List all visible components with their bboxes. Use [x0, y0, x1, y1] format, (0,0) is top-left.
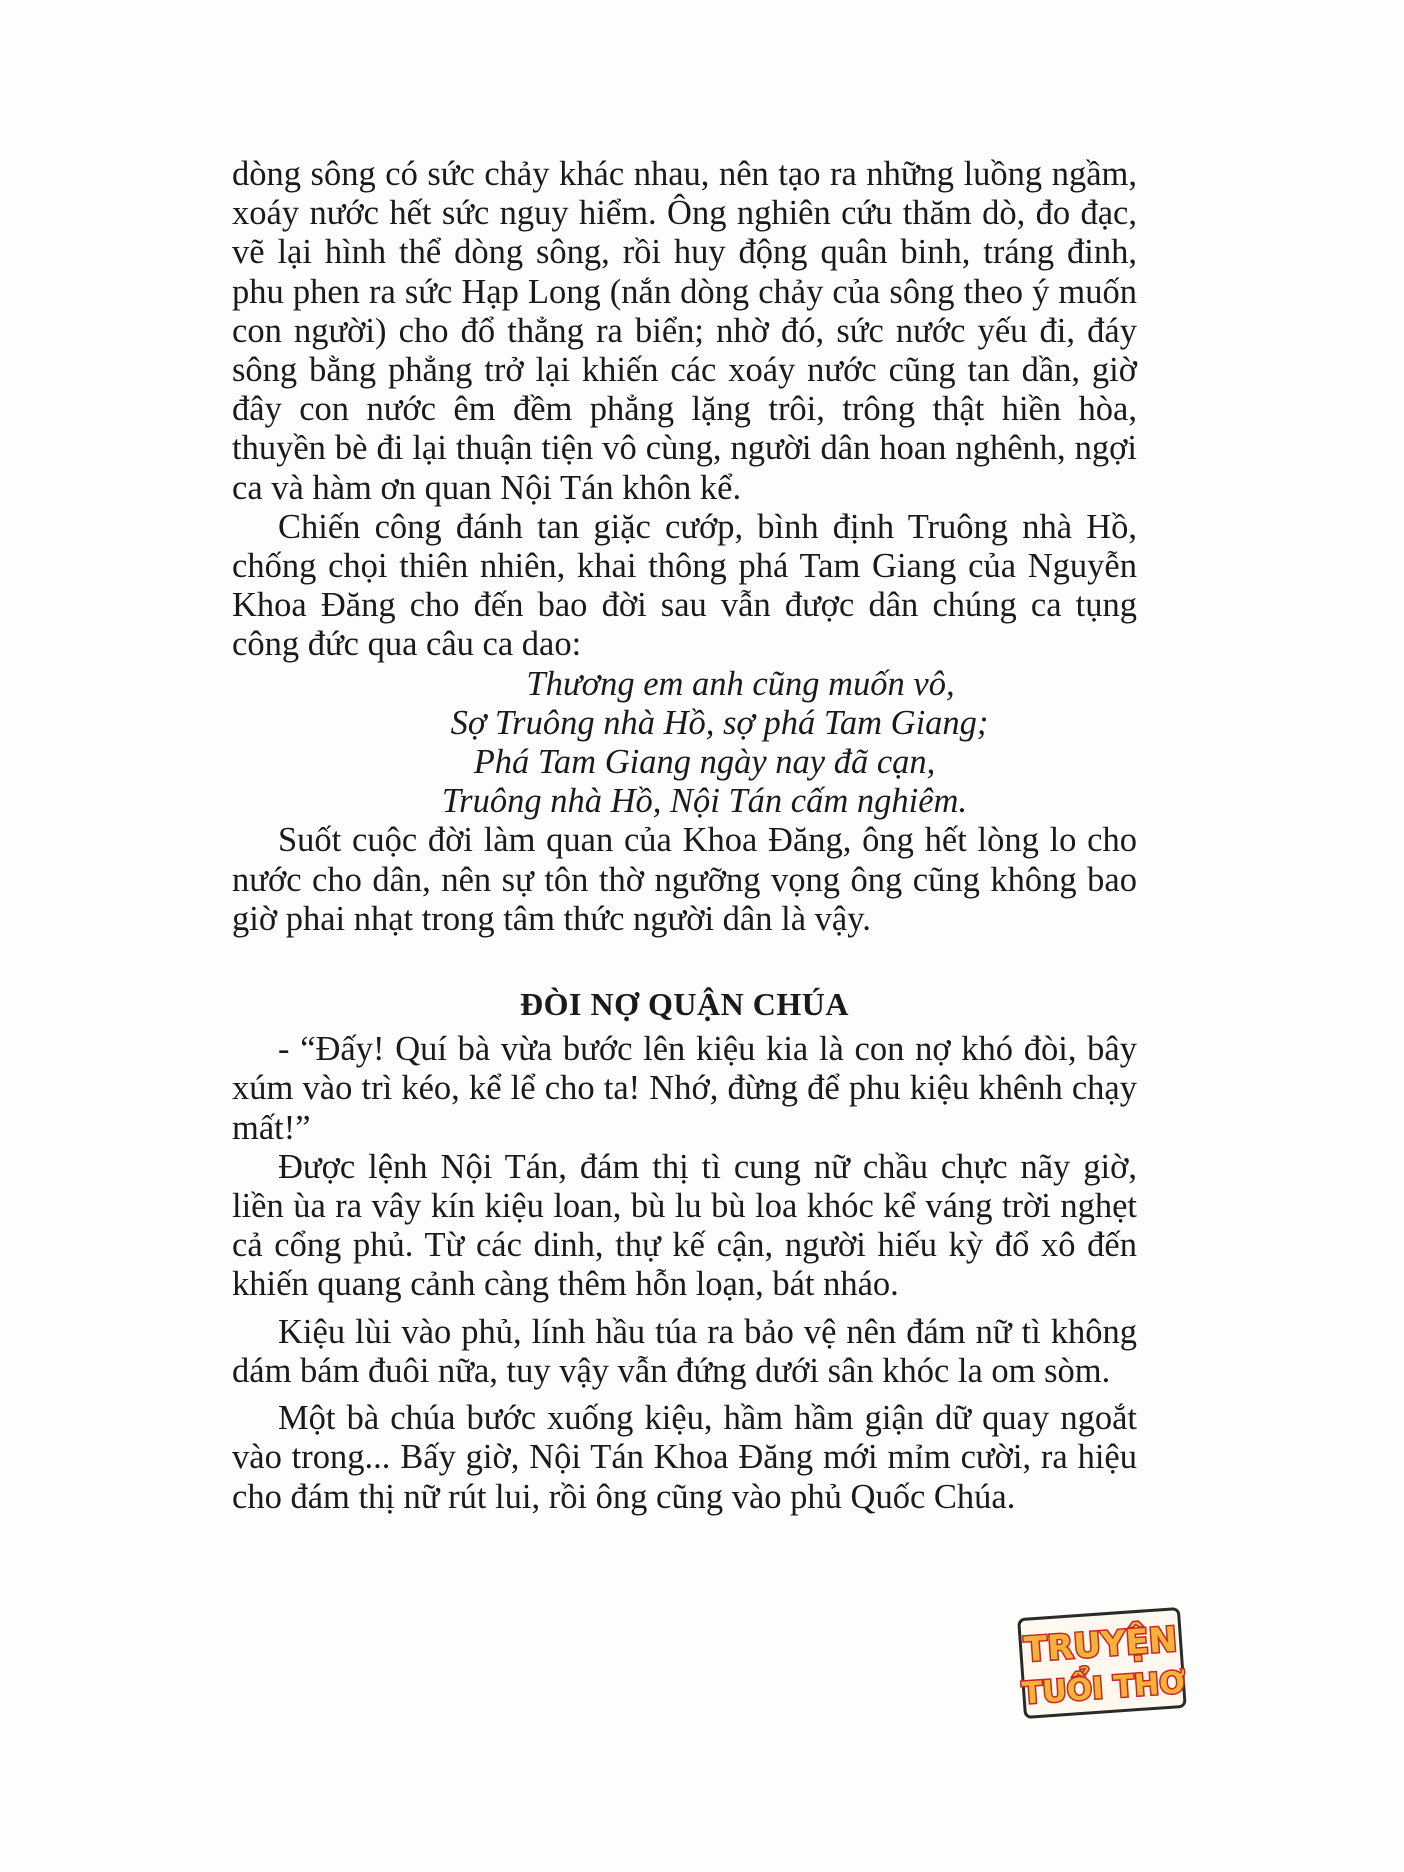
poem-line-4: Truông nhà Hồ, Nội Tán cấm nghiêm. — [441, 782, 968, 821]
body-text — [232, 155, 1137, 1517]
logo-text-line-2: TUỔI THƠ — [1020, 1665, 1187, 1712]
poem-line-2: Sợ Truông nhà Hồ, sợ phá Tam Giang; — [450, 703, 989, 742]
poem-line-1: Thương em anh cũng muốn vô, — [526, 664, 955, 703]
section-title: ĐÒI NỢ QUẬN CHÚA — [520, 986, 849, 1023]
poem-ca-dao — [232, 665, 1137, 822]
paragraph-dialogue: - “Đấy! Quí bà vừa bước lên kiệu kia là con nợ khó đòi, bây xúm vào trì kéo, kể lể cho ta! Nhớ, đừng để phu kiệu khênh chạy mất!” — [232, 1030, 1137, 1147]
paragraph-duoc-lenh: Được lệnh Nội Tán, đám thị tì cung nữ chầu chực nãy giờ, liền ùa ra vây kín kiệu loan, bù lu bù loa khóc kể váng trời nghẹt cả cổng phủ. Từ các dinh, thự kế cận, người hiếu kỳ đổ xô đến khiến quang cảnh càng thêm hỗn loạn, bát nháo. — [232, 1147, 1137, 1304]
paragraph-kieu-lui: Kiệu lùi vào phủ, lính hầu túa ra bảo vệ nên đám nữ tì không dám bám đuôi nữa, tuy vậy vẫn đứng dưới sân khóc la om sòm. — [232, 1312, 1137, 1390]
poem-line-3: Phá Tam Giang ngày nay đã cạn, — [473, 743, 936, 782]
paragraph-chien-cong: Chiến công đánh tan giặc cướp, bình định Truông nhà Hồ, chống chọi thiên nhiên, khai thông phá Tam Giang của Nguyễn Khoa Đăng cho đến bao đời sau vẫn được dân chúng ca tụng công đức qua câu ca dao: — [232, 507, 1137, 664]
truyen-tuoi-tho-logo — [1014, 1606, 1190, 1722]
paragraph-continued: dòng sông có sức chảy khác nhau, nên tạo ra những luồng ngầm, xoáy nước hết sức nguy hiểm. Ông nghiên cứu thăm dò, đo đạc, vẽ lại hình thể dòng sông, rồi huy động quân binh, tráng đinh, phu phen ra sức Hạp Long (nắn dòng chảy của sông theo ý muốn con người) cho đổ thẳng ra biển; nhờ đó, sức nước yếu đi, đáy sông bằng phẳng trở lại khiến các xoáy nước cũng tan dần, giờ đây con nước êm đềm phẳng lặng trôi, trông thật hiền hòa, thuyền bè đi lại thuận tiện vô cùng, người dân hoan nghênh, ngợi ca và hàm ơn quan Nội Tán khôn kể. — [232, 155, 1137, 507]
paragraph-mot-ba-chua: Một bà chúa bước xuống kiệu, hầm hầm giận dữ quay ngoắt vào trong... Bấy giờ, Nội Tán Khoa Đăng mới mỉm cười, ra hiệu cho đám thị nữ rút lui, rồi ông cũng vào phủ Quốc Chúa. — [232, 1399, 1137, 1516]
paragraph-suot-cuoc-doi: Suốt cuộc đời làm quan của Khoa Đăng, ông hết lòng lo cho nước cho dân, nên sự tôn thờ ngưỡng vọng ông cũng không bao giờ phai nhạt trong tâm thức người dân là vậy. — [232, 821, 1137, 938]
logo-text-line-1: TRUYỆN — [1022, 1619, 1179, 1671]
